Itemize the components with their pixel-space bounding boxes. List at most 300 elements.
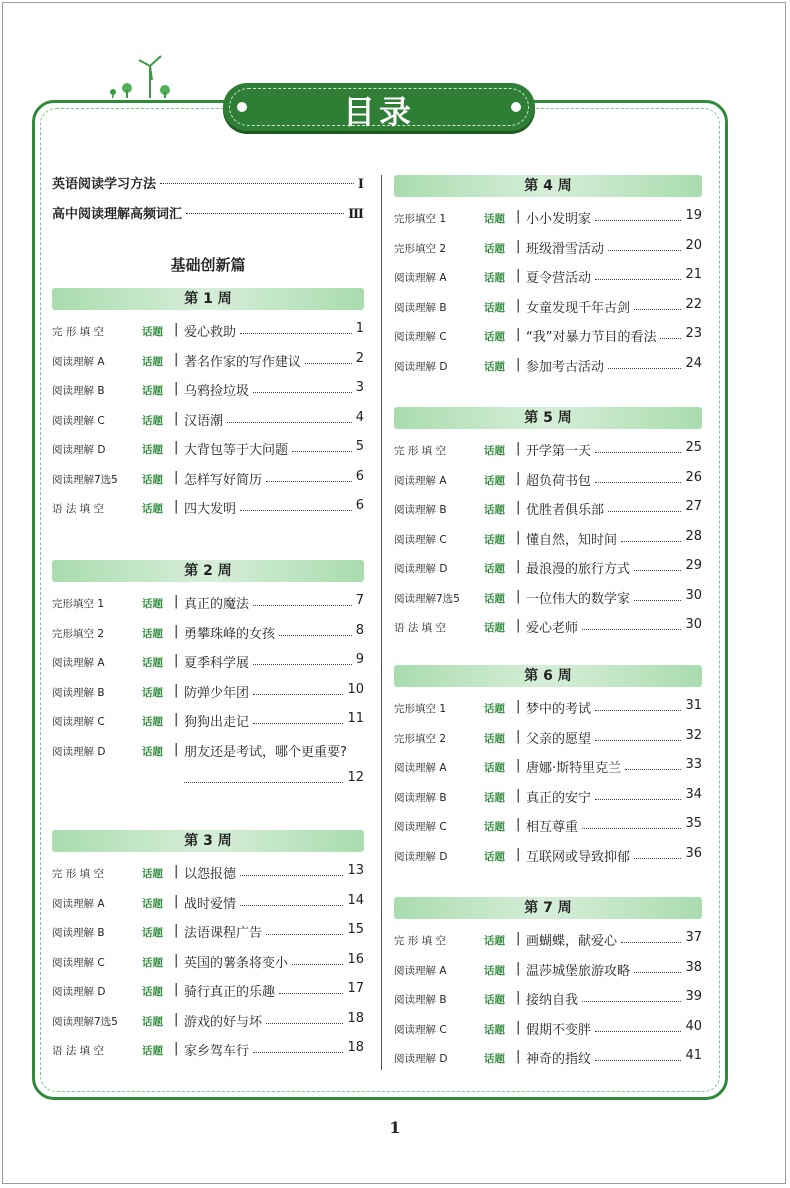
separator: | (174, 440, 179, 455)
entry-title: 著名作家的写作建议 (184, 354, 302, 370)
separator: | (516, 529, 521, 545)
intro-page: Ⅰ (357, 177, 364, 192)
dot-leader (608, 368, 681, 369)
dot-leader (595, 220, 681, 221)
dot-leader (582, 828, 681, 829)
dot-leader (660, 338, 681, 339)
dot-leader (292, 964, 343, 965)
entry-page: 6 (355, 498, 364, 513)
topic-tag: 话题 (484, 935, 505, 947)
entry-page: 34 (685, 786, 702, 802)
toc-entry[interactable] (394, 1019, 702, 1039)
toc-entry[interactable] (394, 529, 702, 549)
toc-entry[interactable] (394, 470, 702, 490)
dot-leader (634, 309, 681, 310)
exercise-type: 阅读理解 A (394, 762, 447, 774)
toc-entry[interactable] (394, 698, 702, 718)
dot-leader (227, 422, 352, 423)
entry-title: 优胜者俱乐部 (526, 503, 605, 518)
dot-leader (305, 363, 352, 364)
toc-entry[interactable] (52, 1040, 364, 1060)
toc-entry[interactable] (52, 439, 364, 459)
toc-entry[interactable] (394, 356, 702, 376)
entry-page: 28 (685, 528, 702, 544)
separator: | (174, 741, 179, 757)
toc-entry[interactable] (52, 593, 364, 613)
toc-entry[interactable] (394, 787, 702, 807)
separator: | (174, 864, 179, 879)
entry-title: “我”对暴力节目的看法 (526, 330, 657, 345)
entry-page: 33 (685, 757, 702, 772)
topic-tag: 话题 (484, 850, 505, 863)
entry-page: 6 (355, 468, 364, 484)
dot-leader (595, 279, 681, 280)
entry-title: 相互尊重 (526, 820, 579, 835)
topic-tag: 话题 (142, 355, 163, 368)
topic-tag: 话题 (484, 242, 505, 255)
week-header: 第 5 周 (394, 407, 702, 429)
topic-tag: 话题 (484, 703, 505, 715)
week-header: 第 2 周 (52, 560, 364, 582)
separator: | (174, 982, 179, 997)
exercise-type: 阅读理解 C (394, 331, 447, 343)
topic-tag: 话题 (484, 791, 505, 804)
exercise-type: 完形填空 1 (52, 598, 105, 610)
separator: | (516, 470, 521, 486)
toc-entry[interactable] (52, 498, 364, 518)
exercise-type: 阅读理解 B (394, 301, 447, 314)
entry-title: 女童发现千年古剑 (526, 300, 631, 316)
toc-entry[interactable] (52, 711, 364, 731)
toc-entry[interactable] (52, 623, 364, 643)
entry-title: 梦中的考试 (526, 702, 592, 717)
separator: | (174, 469, 179, 485)
exercise-type: 阅读理解 A (52, 355, 105, 368)
separator: | (516, 758, 521, 773)
toc-entry[interactable] (52, 1011, 364, 1031)
dot-leader (634, 570, 681, 571)
intro-title: 高中阅读理解高频词汇 (52, 207, 183, 222)
entry-page: 3 (355, 380, 364, 395)
plant-windmill-decoration (105, 52, 180, 100)
topic-tag: 话题 (484, 474, 505, 487)
separator: | (516, 588, 521, 604)
dot-leader (266, 934, 343, 935)
entry-title: 画蝴蝶，献爱心 (526, 934, 618, 949)
topic-tag: 话题 (142, 716, 163, 728)
intro-page: Ⅲ (348, 207, 364, 222)
toc-entry[interactable] (394, 208, 702, 228)
dot-leader (253, 723, 343, 724)
entry-title: 参加考古活动 (526, 359, 605, 375)
column-divider (381, 175, 382, 1070)
exercise-type: 阅读理解 D (394, 1053, 448, 1065)
dot-leader (266, 481, 352, 482)
entry-page: 12 (347, 770, 364, 785)
exercise-type: 阅读理解 B (52, 385, 105, 397)
dot-leader (253, 605, 352, 606)
entry-page: 37 (685, 930, 702, 945)
entry-page: 35 (685, 816, 702, 831)
week-header: 第 7 周 (394, 897, 702, 919)
entry-page: 8 (355, 622, 364, 638)
exercise-type: 阅读理解 A (52, 657, 105, 669)
week-header: 第 3 周 (52, 830, 364, 852)
toc-entry[interactable] (394, 297, 702, 317)
toc-entry[interactable] (52, 321, 364, 341)
entry-title: 父亲的愿望 (526, 731, 592, 747)
dot-leader (634, 972, 681, 973)
separator: | (516, 209, 521, 224)
topic-tag: 话题 (484, 622, 505, 634)
dot-leader (240, 905, 343, 906)
topic-tag: 话题 (484, 821, 505, 833)
entry-title: 法语课程广告 (184, 926, 263, 941)
toc-entry[interactable] (394, 326, 702, 346)
entry-page: 30 (685, 617, 702, 632)
exercise-type: 完形填空 2 (52, 627, 105, 640)
exercise-type: 阅读理解7选5 (52, 1015, 118, 1028)
dot-leader (582, 629, 681, 630)
week-header: 第 6 周 (394, 665, 702, 687)
entry-page: 23 (685, 326, 702, 341)
week-header: 第 4 周 (394, 175, 702, 197)
dot-leader (266, 1023, 343, 1024)
toc-entry[interactable] (394, 989, 702, 1009)
topic-tag: 话题 (484, 592, 505, 605)
dot-leader (595, 799, 681, 800)
exercise-type: 阅读理解 B (394, 994, 447, 1006)
toc-entry[interactable] (394, 728, 702, 748)
dot-leader (595, 710, 681, 711)
dot-leader (625, 769, 681, 770)
entry-title: 小小发明家 (526, 212, 592, 227)
entry-title: 爱心救助 (184, 325, 237, 340)
topic-tag: 话题 (142, 444, 163, 456)
entry-page: 4 (355, 409, 364, 425)
dot-leader (279, 993, 343, 994)
exercise-type: 阅读理解 C (52, 716, 105, 728)
separator: | (516, 238, 521, 254)
toc-entry[interactable] (394, 499, 702, 519)
toc-entry[interactable] (52, 380, 364, 400)
entry-page: 16 (347, 951, 364, 967)
topic-tag: 话题 (484, 732, 505, 745)
separator: | (516, 990, 521, 1005)
exercise-type: 阅读理解 D (52, 986, 106, 998)
dot-leader (595, 1031, 681, 1032)
dot-leader (634, 858, 681, 859)
exercise-type: 阅读理解 C (52, 414, 105, 427)
entry-title: 游戏的好与坏 (184, 1014, 263, 1030)
entry-page: 19 (685, 208, 702, 223)
topic-tag: 话题 (142, 1045, 163, 1057)
exercise-type: 阅读理解 D (394, 850, 448, 863)
dot-leader (634, 600, 681, 601)
entry-title: 以怨报德 (184, 867, 237, 882)
entry-title: 勇攀珠峰的女孩 (184, 626, 276, 642)
entry-title: 怎样写好简历 (184, 472, 263, 488)
entry-title: 接纳自我 (526, 993, 579, 1008)
separator: | (516, 846, 521, 862)
toc-entry[interactable] (394, 960, 702, 980)
topic-tag: 话题 (142, 598, 163, 610)
separator: | (174, 1011, 179, 1027)
dot-leader (240, 875, 343, 876)
toc-entry[interactable] (394, 846, 702, 866)
topic-tag: 话题 (484, 994, 505, 1006)
entry-page: 38 (685, 959, 702, 975)
exercise-type: 阅读理解 C (52, 956, 105, 969)
entry-page: 22 (685, 296, 702, 312)
entry-page: 39 (685, 989, 702, 1004)
topic-tag: 话题 (142, 986, 163, 998)
exercise-type: 阅读理解 C (394, 533, 447, 546)
entry-title: 假期不变胖 (526, 1022, 592, 1038)
entry-title: 班级滑雪活动 (526, 241, 605, 257)
separator: | (174, 381, 179, 396)
separator: | (516, 441, 521, 456)
dot-leader (595, 482, 681, 483)
topic-tag: 话题 (142, 627, 163, 640)
toc-entry[interactable] (52, 652, 364, 672)
topic-tag: 话题 (142, 657, 163, 669)
separator: | (516, 960, 521, 976)
entry-page: 7 (355, 593, 364, 608)
exercise-type: 完 形 填 空 (394, 445, 447, 457)
entry-page: 27 (685, 499, 702, 514)
separator: | (174, 923, 179, 938)
topic-tag: 话题 (484, 563, 505, 575)
separator: | (516, 1019, 521, 1035)
dot-leader (253, 392, 352, 393)
entry-title: 汉语潮 (184, 413, 224, 429)
topic-tag: 话题 (142, 868, 163, 880)
exercise-type: 阅读理解 C (394, 1023, 447, 1036)
entry-page: 25 (685, 440, 702, 455)
exercise-type: 阅读理解 C (394, 821, 447, 833)
entry-title: 防弹少年团 (184, 685, 250, 701)
dot-leader (292, 451, 352, 452)
exercise-type: 阅读理解 D (394, 360, 448, 373)
page-title: 目录 (342, 93, 415, 131)
topic-tag: 话题 (142, 897, 163, 910)
entry-page: 29 (685, 558, 702, 573)
dot-leader (253, 1052, 343, 1053)
toc-entry[interactable] (52, 410, 364, 430)
dot-leader (186, 213, 344, 214)
entry-page: 24 (685, 355, 702, 371)
separator: | (174, 952, 179, 968)
exercise-type: 阅读理解7选5 (394, 592, 460, 605)
entry-title: 英国的薯条将变小 (184, 955, 289, 971)
topic-tag: 话题 (142, 927, 163, 939)
separator: | (174, 351, 179, 367)
separator: | (516, 559, 521, 574)
exercise-type: 完 形 填 空 (52, 326, 105, 338)
exercise-type: 语 法 填 空 (394, 622, 447, 634)
exercise-type: 完 形 填 空 (394, 935, 447, 947)
topic-tag: 话题 (484, 504, 505, 516)
separator: | (174, 653, 179, 668)
entry-page: 9 (355, 652, 364, 667)
entry-title: 温莎城堡旅游攻略 (526, 963, 631, 979)
dot-leader (608, 250, 681, 251)
topic-tag: 话题 (484, 762, 505, 774)
entry-title: 超负荷书包 (526, 473, 592, 489)
entry-page: 13 (347, 863, 364, 878)
dot-leader (240, 510, 352, 511)
toc-entry[interactable] (394, 757, 702, 777)
separator: | (516, 327, 521, 342)
entry-page: 32 (685, 727, 702, 743)
entry-page: 14 (347, 892, 364, 908)
entry-title: 爱心老师 (526, 621, 579, 636)
separator: | (174, 712, 179, 727)
dot-leader (253, 694, 343, 695)
entry-title: 朋友还是考试，哪个更重要? (184, 744, 347, 760)
exercise-type: 完形填空 2 (394, 732, 447, 745)
toc-entry[interactable] (52, 863, 364, 883)
dot-leader (621, 541, 681, 542)
entry-title: 神奇的指纹 (526, 1052, 592, 1067)
topic-tag: 话题 (484, 331, 505, 343)
entry-title: 一位伟大的数学家 (526, 591, 631, 607)
topic-tag: 话题 (484, 1023, 505, 1036)
entry-title: 乌鸦捡垃圾 (184, 384, 250, 399)
entry-page: 2 (355, 350, 364, 366)
toc-entry[interactable] (52, 893, 364, 913)
exercise-type: 阅读理解 A (394, 272, 447, 284)
toc-entry[interactable] (52, 981, 364, 1001)
entry-title: 唐娜·斯特里克兰 (526, 761, 622, 776)
entry-page: 30 (685, 587, 702, 603)
entry-page: 17 (347, 981, 364, 996)
toc-entry[interactable] (52, 469, 364, 489)
dot-leader (608, 511, 681, 512)
week-header: 第 1 周 (52, 288, 364, 310)
toc-entry[interactable] (52, 682, 364, 702)
dot-leader (184, 782, 343, 783)
separator: | (516, 728, 521, 744)
dot-leader (240, 333, 352, 334)
topic-tag: 话题 (484, 1053, 505, 1065)
topic-tag: 话题 (142, 326, 163, 338)
exercise-type: 阅读理解 D (52, 745, 106, 758)
toc-entry[interactable] (394, 816, 702, 836)
entry-page: 26 (685, 469, 702, 485)
page-number: 1 (389, 1118, 401, 1137)
exercise-type: 阅读理解 B (52, 686, 105, 699)
exercise-type: 阅读理解 B (394, 791, 447, 804)
entry-page: 40 (685, 1018, 702, 1034)
exercise-type: 阅读理解 B (52, 927, 105, 939)
entry-title: 最浪漫的旅行方式 (526, 562, 631, 577)
topic-tag: 话题 (142, 956, 163, 969)
exercise-type: 阅读理解 A (52, 897, 105, 910)
separator: | (516, 356, 521, 372)
topic-tag: 话题 (484, 301, 505, 314)
separator: | (516, 931, 521, 946)
intro-entry[interactable] (52, 203, 364, 225)
exercise-type: 完 形 填 空 (52, 868, 105, 880)
topic-tag: 话题 (142, 473, 163, 486)
entry-page: 41 (685, 1048, 702, 1063)
toc-entry[interactable] (52, 922, 364, 942)
title-banner (223, 83, 535, 131)
exercise-type: 完形填空 1 (394, 213, 447, 225)
separator: | (516, 297, 521, 313)
separator: | (516, 1049, 521, 1064)
toc-entry[interactable] (394, 238, 702, 258)
entry-page: 36 (685, 845, 702, 861)
section-title: 基础创新篇 (170, 256, 246, 274)
separator: | (174, 682, 179, 698)
toc-entry[interactable] (52, 741, 364, 791)
separator: | (174, 1041, 179, 1056)
intro-entry[interactable] (52, 173, 364, 195)
entry-title: 懂自然，知时间 (526, 532, 618, 548)
exercise-type: 完形填空 1 (394, 703, 447, 715)
entry-title: 家乡驾车行 (184, 1044, 250, 1059)
entry-title: 大背包等于大问题 (184, 443, 289, 458)
topic-tag: 话题 (484, 533, 505, 546)
exercise-type: 阅读理解 B (394, 504, 447, 516)
toc-entry[interactable] (394, 267, 702, 287)
toc-entry[interactable] (52, 351, 364, 371)
dot-leader (279, 635, 352, 636)
entry-title: 真正的安宁 (526, 790, 592, 806)
toc-entry[interactable] (52, 952, 364, 972)
topic-tag: 话题 (484, 964, 505, 977)
entry-title: 夏季科学展 (184, 656, 250, 671)
entry-page: 5 (355, 439, 364, 454)
dot-leader (253, 664, 352, 665)
entry-title: 夏令营活动 (526, 271, 592, 286)
toc-entry[interactable] (394, 588, 702, 608)
toc-entry[interactable] (394, 930, 702, 950)
toc-entry[interactable] (394, 1048, 702, 1068)
separator: | (516, 699, 521, 714)
entry-page: 11 (347, 711, 364, 726)
entry-title: 开学第一天 (526, 444, 592, 459)
separator: | (174, 499, 179, 514)
dot-leader (582, 1001, 681, 1002)
exercise-type: 阅读理解 D (52, 444, 106, 456)
toc-entry[interactable] (394, 558, 702, 578)
toc-entry[interactable] (394, 617, 702, 637)
topic-tag: 话题 (142, 414, 163, 427)
entry-page: 18 (347, 1040, 364, 1055)
entry-page: 31 (685, 698, 702, 713)
separator: | (174, 893, 179, 909)
separator: | (174, 623, 179, 639)
entry-title: 狗狗出走记 (184, 715, 250, 730)
exercise-type: 阅读理解7选5 (52, 473, 118, 486)
separator: | (174, 322, 179, 337)
dot-leader (595, 1060, 681, 1061)
separator: | (516, 618, 521, 633)
topic-tag: 话题 (484, 360, 505, 373)
topic-tag: 话题 (142, 686, 163, 699)
topic-tag: 话题 (142, 503, 163, 515)
dot-leader (595, 740, 681, 741)
separator: | (516, 787, 521, 803)
entry-page: 20 (685, 237, 702, 253)
entry-title: 骑行真正的乐趣 (184, 985, 276, 1000)
separator: | (174, 594, 179, 609)
toc-entry[interactable] (394, 440, 702, 460)
